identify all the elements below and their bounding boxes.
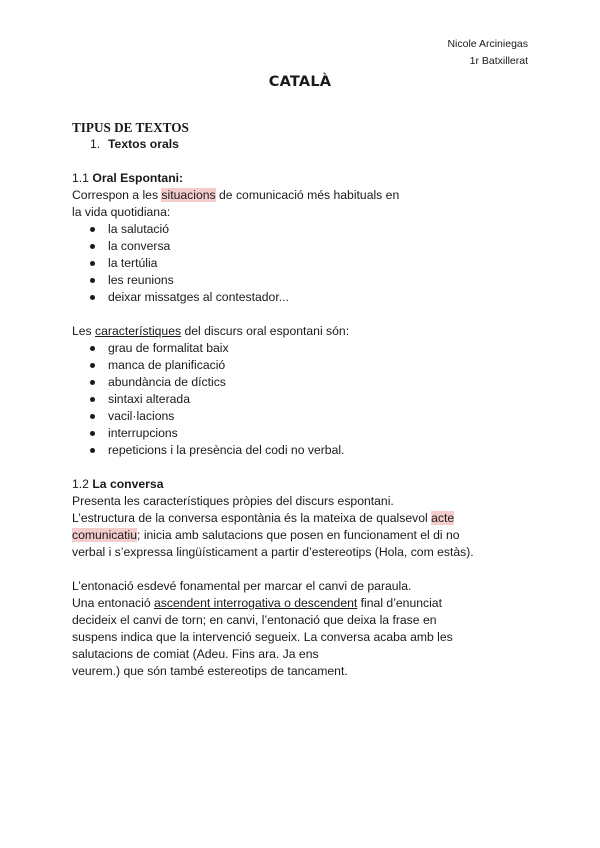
conversa-paragraph-2: L’entonació esdevé fonamental per marcar el canvi de paraula. Una entonació ascendent interrogativa o descendent final d’enunciat decideix el canvi de torn; en canvi, l’entonació que deixa la frase en suspens indica que la intervenció segueix. La conversa acaba amb les salutacions de comiat (Adeu. Fins ara. Ja ens veurem.) que són també estereotips de tancament. (72, 579, 453, 678)
highlight: acte (431, 511, 455, 525)
numbered-item-label: Textos orals (108, 137, 179, 151)
list-item: interrupcions (90, 425, 532, 442)
numbered-item-number: 1. (90, 137, 101, 151)
list-item: la salutació (90, 221, 532, 238)
subsection-heading-conversa: 1.2 La conversa (72, 477, 164, 491)
subsection-heading-oral-espontani: 1.1 Oral Espontani: (72, 171, 184, 185)
features-list (72, 340, 532, 459)
underlined-text: ascendent interrogativa o descendent (154, 596, 358, 610)
underlined-text: característiques (95, 324, 182, 338)
list-item: la conversa (90, 238, 532, 255)
document-title: CATALÀ (268, 74, 332, 90)
document-body (72, 119, 532, 680)
highlight: comunicatiu (72, 528, 138, 542)
list-item: manca de planificació (90, 357, 532, 374)
author-name: Nicole Arciniegas (447, 38, 528, 50)
situations-list (72, 221, 532, 306)
oral-espontani-intro: Correspon a les situacions de comunicació més habituals en la vida quotidiana: (72, 188, 400, 219)
course-label: 1r Batxillerat (469, 55, 528, 67)
numbered-item (90, 136, 532, 153)
list-item: les reunions (90, 272, 532, 289)
features-intro: Les característiques del discurs oral espontani són: (72, 324, 350, 338)
conversa-paragraph-1: Presenta les característiques pròpies del discurs espontani. L’estructura de la conversa espontània és la mateixa de qualsevol acte comunicatiu; inicia amb salutacions que posen en funcionament el di no verbal i s’expressa lingüísticament a partir d’estereotips (Hola, com estàs). (72, 494, 474, 559)
list-item: deixar missatges al contestador... (90, 289, 532, 306)
list-item: sintaxi alterada (90, 391, 532, 408)
list-item: vacil·lacions (90, 408, 532, 425)
highlight: situacions (161, 188, 216, 202)
list-item: grau de formalitat baix (90, 340, 532, 357)
list-item: repeticions i la presència del codi no verbal. (90, 442, 532, 459)
list-item: abundància de díctics (90, 374, 532, 391)
list-item: la tertúlia (90, 255, 532, 272)
document-header (447, 36, 528, 70)
section-title: TIPUS DE TEXTOS (72, 120, 189, 135)
